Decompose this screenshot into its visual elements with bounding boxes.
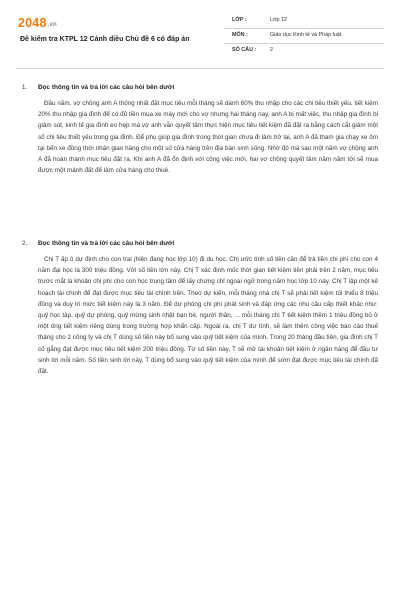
document-title: Đề kiểm tra KTPL 12 Cánh diều Chủ đề 6 có đáp án xyxy=(20,36,190,43)
meta-label: MÔN : xyxy=(232,32,248,38)
header-divider xyxy=(16,68,384,69)
meta-row-class xyxy=(224,14,384,29)
meta-row-question-count xyxy=(224,44,384,58)
question-heading: Đọc thông tin và trả lời các câu hỏi bên dưới xyxy=(38,84,175,91)
meta-label: SỐ CÂU : xyxy=(232,47,257,53)
meta-row-subject xyxy=(224,29,384,44)
logo-main-text: 2048 xyxy=(18,16,47,30)
question-heading: Đọc thông tin và trả lời các câu hỏi bên dưới xyxy=(38,240,175,247)
question-number: 2. xyxy=(22,240,28,247)
meta-value: 2 xyxy=(270,47,273,53)
logo-domain-text: .vn xyxy=(47,22,57,28)
meta-label: LỚP : xyxy=(232,17,247,23)
document-header xyxy=(16,14,386,60)
question-number: 1. xyxy=(22,84,28,91)
site-logo[interactable] xyxy=(18,16,57,30)
meta-info-table xyxy=(224,14,384,58)
question-passage: Chị T ấp ủ dự định cho con trai (hiện đang học lớp 10) đi du học. Chị ước tính số tiền cần để trả tiền chi phí cho con 4 năm đại học là 300 triệu đồng. Với số tiền lớn này, Chị T xác định mốc thời gian tiết kiệm tiền phải trên 2 năm, mục tiêu trước mắt là khoản chi phí cho con học trung tâm để lấy chứng chỉ ngoại ngữ trong năm học lớp 10 này. Chị T lập một kế hoạch tài chính để đạt được mục tiêu tài chính trên. Theo dự kiến, mỗi tháng nhà chị T sẽ phải tiết kiệm tối thiểu 8 triệu đồng và duy trì mức tiết kiệm này là 3 năm. Để dự phòng chi phí phát sinh và đáp ứng các nhu cầu cấp thiết khác như: quỹ học tập, quỹ dự phòng, quỹ mừng sinh nhật bạn bè, người thân, ... mỗi tháng chị T tiết kiệm thêm 1 triệu đồng bỏ ở một ống tiết kiệm riêng dùng trong trường hợp khẩn cấp. Ngoài ra, chị T dự tính, sẽ làm thêm công việc báo cáo thuế tháng cho 2 công ty và chị T dùng số tiền này bổ sung vào quỹ tiết kiệm của mình. Trong 20 tháng đầu tiên, gia đình chị T cố gắng đạt được mục tiêu tiết kiệm 200 triệu đồng. Từ số tiền này, T sẽ mở tài khoản tiết kiệm ở ngân hàng để đầu tư sinh lời mỗi năm. Số tiền sinh lời này, T dùng bổ sung vào quỹ tiết kiệm của mình để sớm đạt được mục tiêu tài chính đã đặt. xyxy=(38,256,378,376)
meta-value: Giáo dục Kinh tế và Pháp luật xyxy=(270,32,342,38)
meta-value: Lớp 12 xyxy=(270,17,288,23)
question-passage: Đầu năm, vợ chồng anh A thống nhất đặt mục tiêu mỗi tháng sẽ dành 60% thu nhập cho các chi tiêu thiết yếu, tiết kiệm 20% thu nhập gia đình để có đủ tiền mua xe máy mới cho vợ nhưng hai tháng nay, anh A bị mất việc, thu nhập gia đình bị giảm sút, kinh tế gia đình eo hẹp mà vợ anh vẫn quyết tâm thực hiện mục tiêu tiết kiệm đã đặt ra bằng cách cắt giảm một số chi tiêu thiết yếu trong gia đình. Để phụ giúp gia đình trong thời gian chưa đi làm trở lại, anh A đã tham gia chạy xe ôm tại bến xe đồng thời nhận giao hàng cho một số cửa hàng trên địa bàn sinh sống. Nhờ đó mà sau một năm vợ chồng anh A đã hoàn thành mục tiêu đặt ra. Khi anh A đã ổn định với công việc mới, hai vợ chồng quyết tâm năm năm tới sẽ mua được một mảnh đất để làm cửa hàng cho thuê. xyxy=(38,100,378,175)
